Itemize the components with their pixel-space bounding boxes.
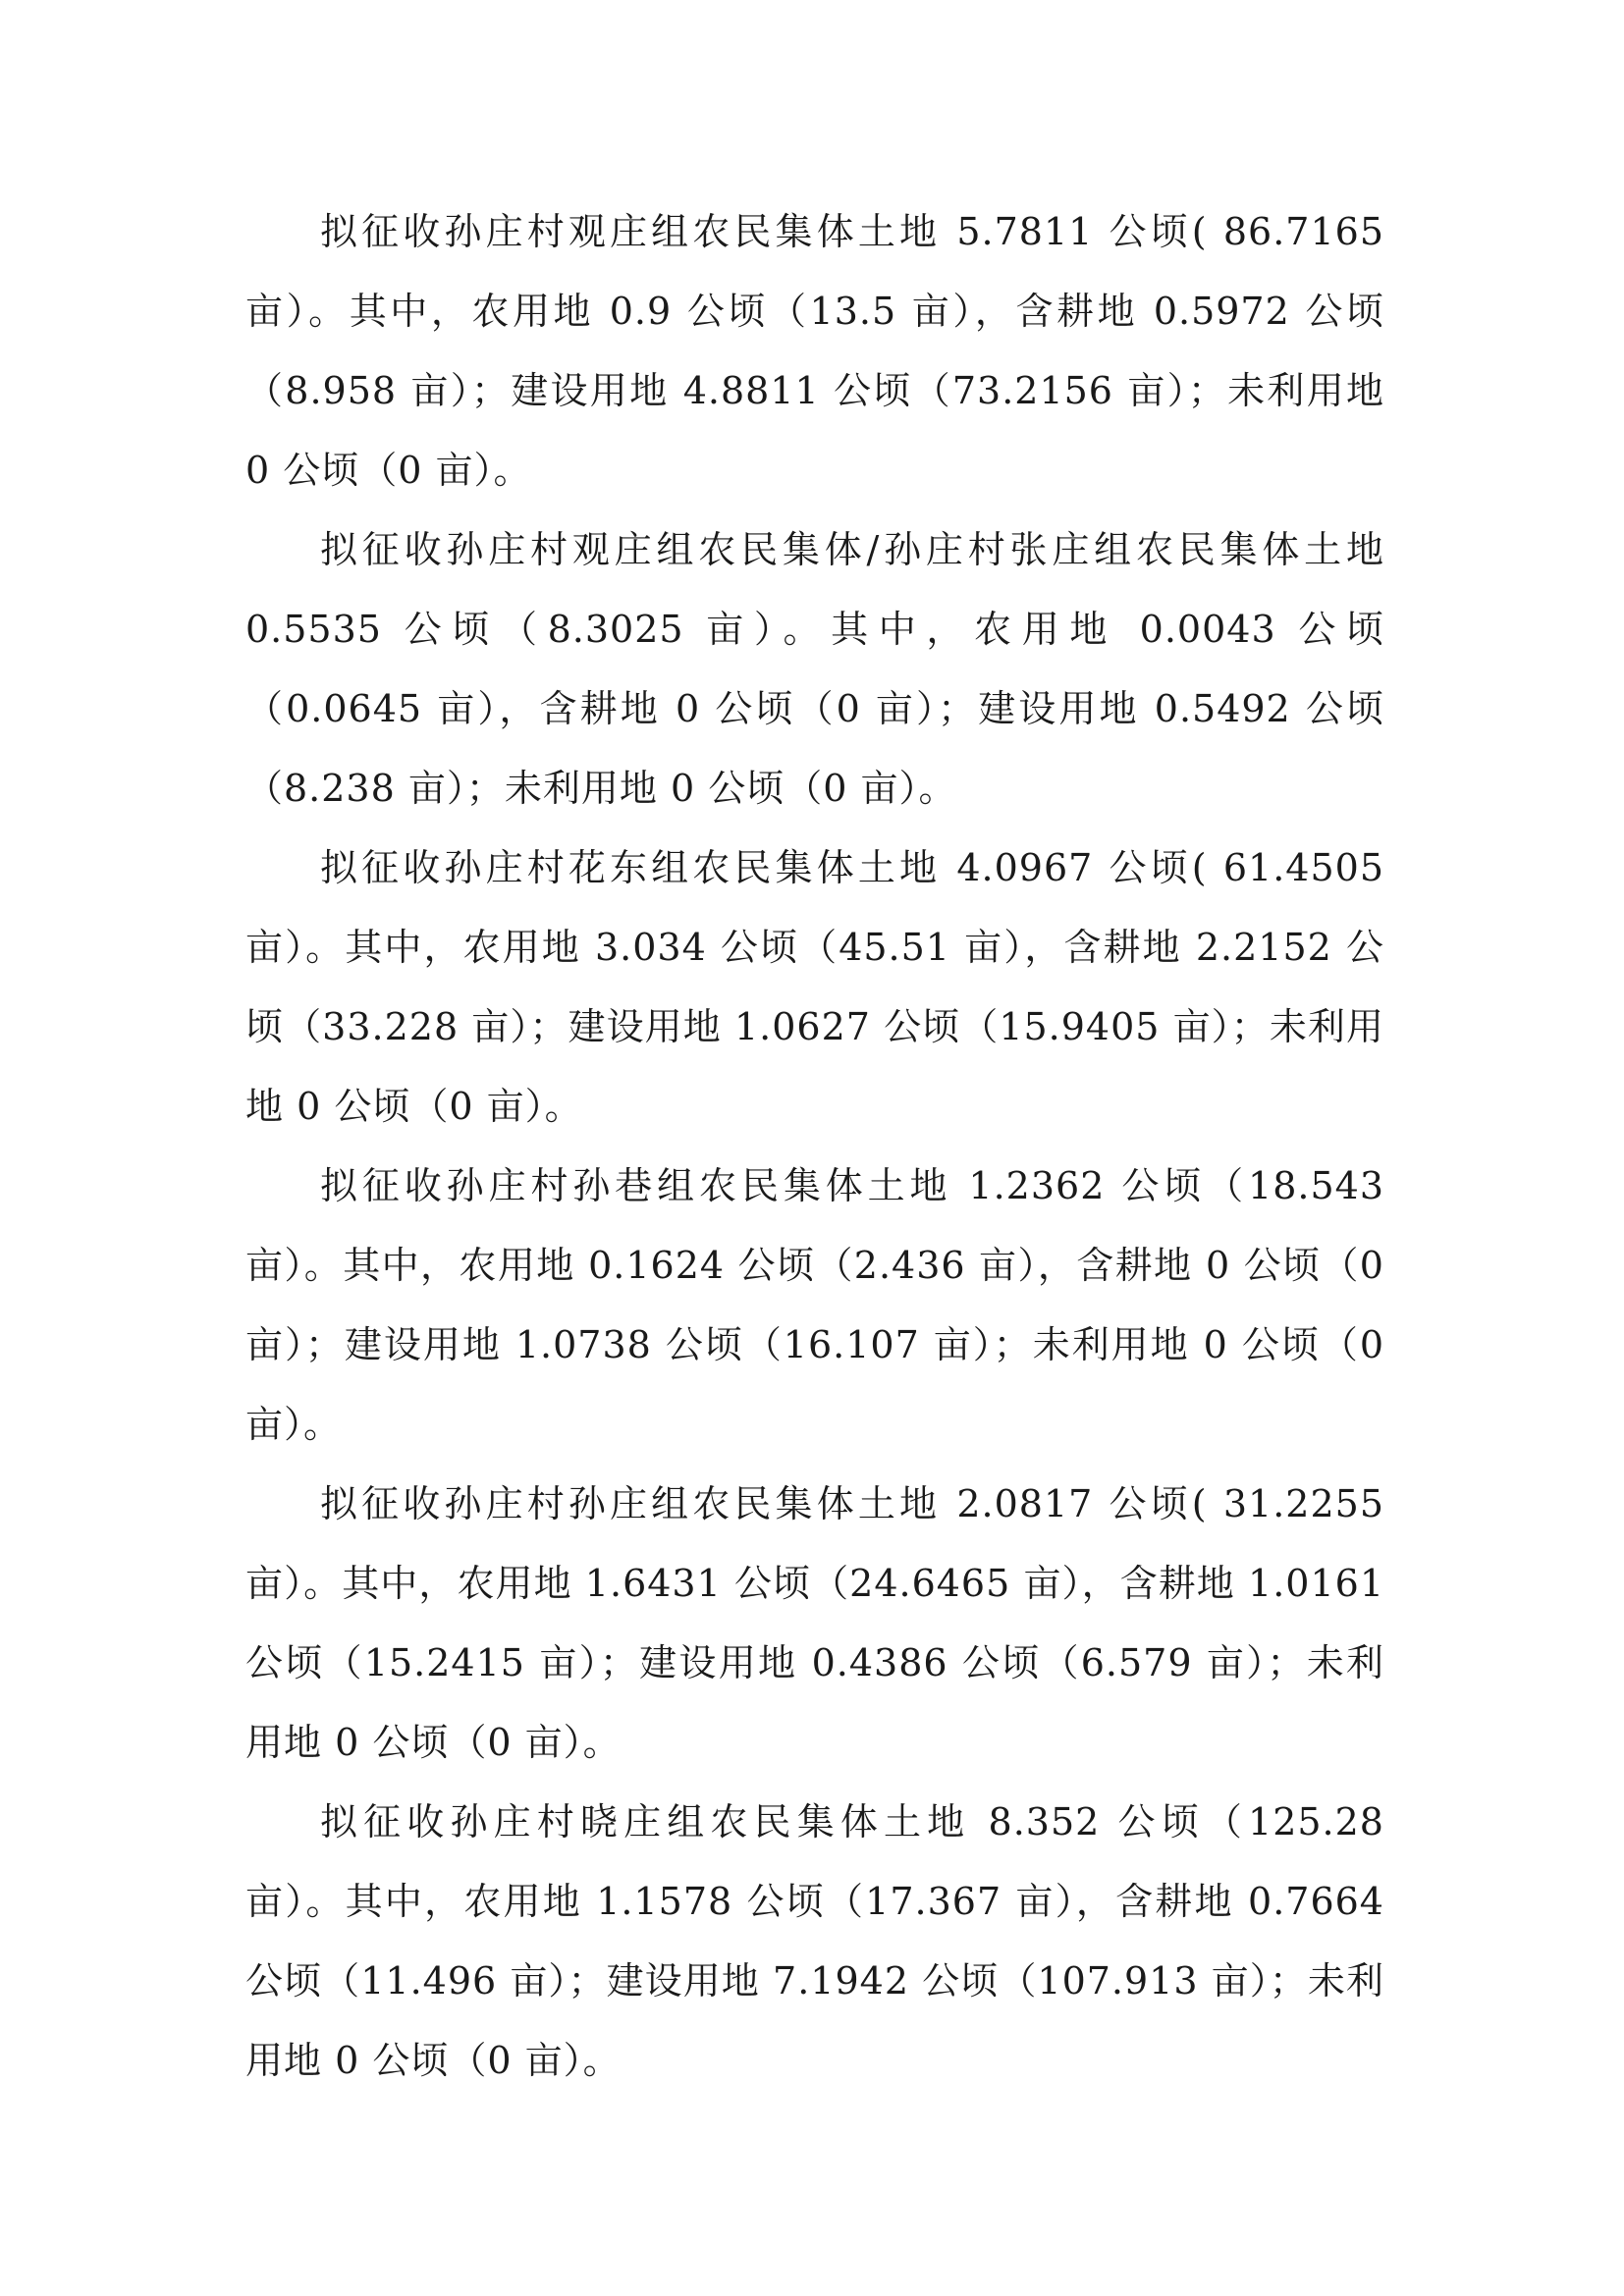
paragraph-xiaozhuang: 拟征收孙庄村晓庄组农民集体土地 8.352 公顷（125.28 亩）。其中，农用地 1.1578 公顷（17.367 亩），含耕地 0.7664 公顷（11.496 亩）；建设用地 7.1942 公顷（107.913 亩）；未利用地 0 公顷（0 亩）。 <box>245 1800 1384 2082</box>
document-body <box>245 192 1384 2101</box>
paragraph-guanzhuang-zhangzhuang: 拟征收孙庄村观庄组农民集体/孙庄村张庄组农民集体土地 0.5535 公顷（8.3025 亩）。其中，农用地 0.0043 公顷（0.0645 亩），含耕地 0 公顷（0 亩）；建设用地 0.5492 公顷（8.238 亩）；未利用地 0 公顷（0 亩）。 <box>245 528 1384 810</box>
paragraph-huadong: 拟征收孙庄村花东组农民集体土地 4.0967 公顷( 61.4505 亩）。其中，农用地 3.034 公顷（45.51 亩），含耕地 2.2152 公顷（33.228 亩）；建设用地 1.0627 公顷（15.9405 亩）；未利用地 0 公顷（0 亩）。 <box>245 846 1384 1128</box>
paragraph-guanzhuang: 拟征收孙庄村观庄组农民集体土地 5.7811 公顷( 86.7165 亩）。其中，农用地 0.9 公顷（13.5 亩），含耕地 0.5972 公顷（8.958 亩）；建设用地 4.8811 公顷（73.2156 亩）；未利用地 0 公顷（0 亩）。 <box>245 210 1384 492</box>
paragraph-sunzhuang: 拟征收孙庄村孙庄组农民集体土地 2.0817 公顷( 31.2255 亩）。其中，农用地 1.6431 公顷（24.6465 亩），含耕地 1.0161 公顷（15.2415 亩）；建设用地 0.4386 公顷（6.579 亩）；未利用地 0 公顷（0 亩）。 <box>245 1482 1384 1764</box>
paragraph-sunxiang: 拟征收孙庄村孙巷组农民集体土地 1.2362 公顷（18.543 亩）。其中，农用地 0.1624 公顷（2.436 亩），含耕地 0 公顷（0 亩）；建设用地 1.0738 公顷（16.107 亩）；未利用地 0 公顷（0 亩）。 <box>245 1164 1384 1446</box>
